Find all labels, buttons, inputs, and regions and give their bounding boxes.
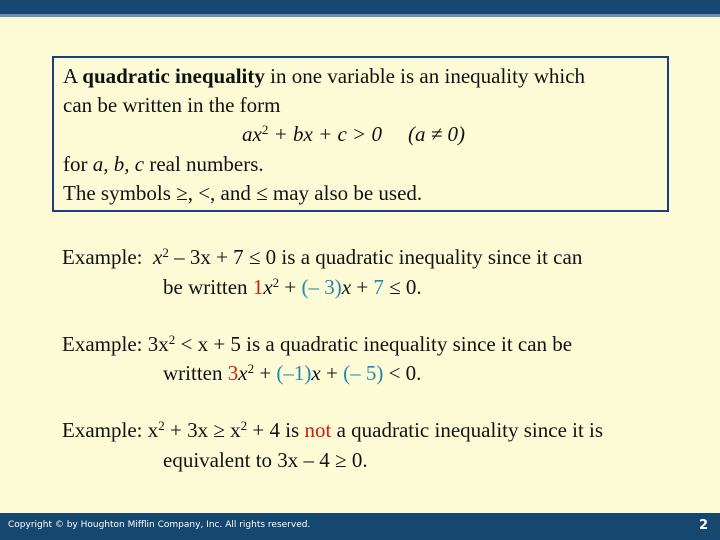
example-2-line-2 (163, 361, 421, 385)
example-text: be written (163, 275, 253, 299)
definition-text: in one variable is an inequality which (264, 64, 586, 88)
definition-text: real numbers. (144, 152, 264, 176)
page-number: 2 (698, 518, 708, 533)
example-1-line-1: Example: $x^2 - 3x + 7 \le 0$ is a quadratic inequality since it can (62, 245, 583, 269)
variable: x (311, 361, 321, 385)
variable: x (263, 275, 273, 299)
definition-term: quadratic inequality (82, 64, 265, 88)
example-label: Example (62, 418, 137, 442)
definition-text: for (63, 152, 93, 176)
coefficient-a: 3 (227, 361, 239, 385)
coefficient-b: (– 3) (301, 275, 342, 299)
exponent: 2 (247, 361, 255, 376)
coefficient-c: 7 (373, 275, 384, 299)
exponent: 2 (158, 418, 165, 433)
general-form (242, 122, 465, 146)
footer-bar (0, 513, 720, 540)
example-label: Example (62, 245, 137, 269)
definition-text: A (63, 64, 83, 88)
coefficient-a: 1 (252, 275, 264, 299)
variable: x (341, 275, 352, 299)
example-label: Example (62, 332, 137, 356)
example-term: x (152, 245, 163, 269)
definition-line-5: The symbols ≥, <, and ≤ may also be used. (63, 181, 423, 205)
operator: + (351, 275, 374, 299)
exponent: 2 (240, 418, 248, 433)
operator: + (320, 361, 344, 385)
top-accent-line (0, 14, 720, 17)
form-condition: (a ≠ 0) (407, 122, 465, 146)
not-emphasis: not (304, 418, 332, 442)
coefficient-b: (–1) (276, 361, 312, 385)
form-term: ax (242, 122, 262, 146)
exponent: 2 (261, 122, 269, 137)
variables: a, b, c (92, 152, 145, 176)
exponent: 2 (162, 245, 169, 260)
exponent: 2 (168, 332, 176, 347)
operator: + (254, 361, 277, 385)
example-3-line-2: equivalent to 3x – 4 ≥ 0. (163, 448, 368, 472)
example-text: – 3x + 7 ≤ 0 is a quadratic inequality since it can (168, 245, 583, 269)
definition-line-2: can be written in the form (63, 93, 281, 117)
example-1-line-2 (163, 275, 422, 299)
example-term: x (147, 418, 159, 442)
example-text: < 0. (383, 361, 422, 385)
form-term: + bx + c > 0 (268, 122, 382, 146)
example-2-line-1: Example: $3x^2 < x + 5$ is a quadratic inequality since it can be (62, 332, 573, 356)
operator: + (279, 275, 302, 299)
copyright-text: Copyright © by Houghton Mifflin Company, Inc. All rights reserved. (8, 520, 311, 530)
coefficient-c: (– 5) (343, 361, 384, 385)
example-3-line-1: Example: $x^2 + 3x \ge x^2 + 4$ is not a quadratic inequality since it is (62, 418, 604, 442)
exponent: 2 (272, 275, 280, 290)
example-text: written (163, 361, 228, 385)
example-text: a quadratic inequality since it is (331, 418, 604, 442)
example-text: ≤ 0. (383, 275, 422, 299)
example-text: + 3x ≥ x (164, 418, 241, 442)
example-text: < x + 5 is a quadratic inequality since it can be (175, 332, 573, 356)
definition-line-1 (63, 64, 585, 88)
variable: x (238, 361, 248, 385)
definition-line-4 (63, 152, 264, 176)
top-bar (0, 0, 720, 14)
example-term: 3x (147, 332, 169, 356)
example-text: + 4 is (247, 418, 305, 442)
